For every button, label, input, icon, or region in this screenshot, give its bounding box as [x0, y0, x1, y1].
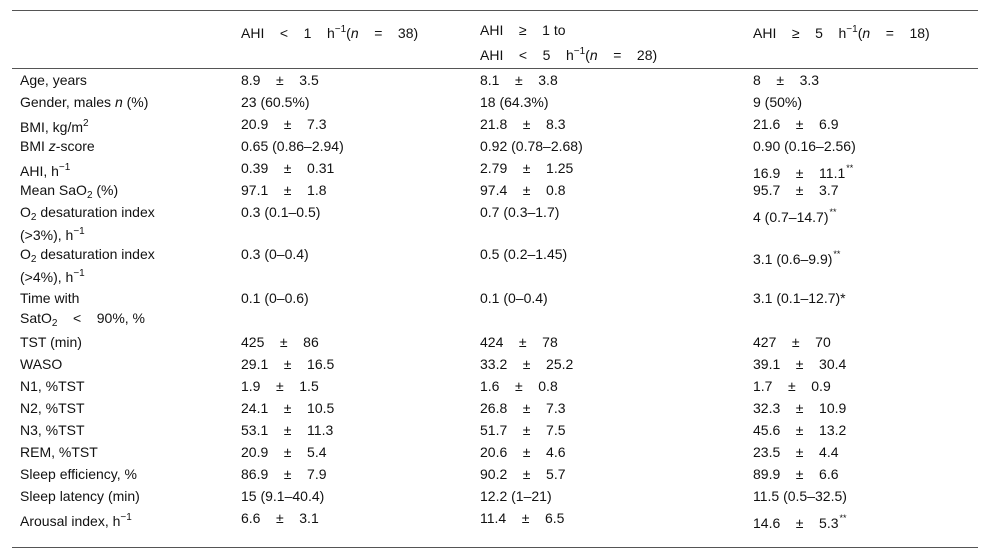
cell-ahi-1to5: 2.79 ± 1.25	[480, 160, 574, 176]
cell-ahi-ge5: 11.5 (0.5–32.5)	[753, 488, 847, 504]
cell-ahi-ge5: 4 (0.7–14.7)**	[753, 207, 837, 225]
table-row	[12, 397, 978, 419]
table-row	[12, 353, 978, 375]
table-row	[12, 91, 978, 113]
row-label: BMI z-score	[20, 138, 95, 154]
row-label: Sleep latency (min)	[20, 488, 140, 504]
cell-ahi-lt1: 15 (9.1–40.4)	[241, 488, 325, 504]
cell-ahi-1to5: 0.92 (0.78–2.68)	[480, 138, 583, 154]
cell-ahi-1to5: 424 ± 78	[480, 334, 558, 350]
cell-ahi-lt1: 0.65 (0.86–2.94)	[241, 138, 344, 154]
table-row	[12, 287, 978, 331]
table-row	[12, 69, 978, 91]
row-label: Arousal index, $h^{-1}$	[20, 512, 132, 529]
row-label: N3, %TST	[20, 422, 85, 438]
cell-ahi-lt1: 24.1 ± 10.5	[241, 400, 335, 416]
significance-marker: **	[829, 207, 837, 217]
cell-ahi-ge5: 0.90 (0.16–2.56)	[753, 138, 856, 154]
table-row	[12, 113, 978, 135]
cell-ahi-1to5: 51.7 ± 7.5	[480, 422, 566, 438]
header-col-ahi-1to5-line1: AHI ≥ 1 to	[480, 22, 566, 38]
row-label: Gender, males n (%)	[20, 94, 149, 110]
table-row	[12, 179, 978, 201]
header-col-ahi-1to5-line2: AHI < 5 $h^{-1}(n$ = 28)	[480, 46, 658, 63]
cell-ahi-1to5: 11.4 ± 6.5	[480, 510, 565, 526]
cell-ahi-lt1: 425 ± 86	[241, 334, 319, 350]
table-row	[12, 157, 978, 179]
table-row	[12, 507, 978, 529]
row-label-line2: SatO$_2$ < 90%, %	[20, 310, 146, 329]
row-label-line2: (>4%), $h^{-1}$	[20, 268, 85, 285]
table-row	[12, 419, 978, 441]
cell-ahi-1to5: 0.7 (0.3–1.7)	[480, 204, 560, 220]
cell-ahi-lt1: 29.1 ± 16.5	[241, 356, 335, 372]
cell-ahi-1to5: 26.8 ± 7.3	[480, 400, 566, 416]
bottom-rule	[12, 547, 978, 548]
table-row	[12, 135, 978, 157]
row-label: AHI, $h^{-1}$	[20, 162, 71, 179]
row-label: REM, %TST	[20, 444, 98, 460]
row-label: Time with	[20, 290, 80, 306]
cell-ahi-ge5: 16.9 ± 11.1**	[753, 163, 854, 181]
cell-ahi-1to5: 1.6 ± 0.8	[480, 378, 558, 394]
cell-ahi-1to5: 20.6 ± 4.6	[480, 444, 566, 460]
header-col-ahi-ge5: AHI ≥ 5 $h^{-1}(n$ = 18)	[753, 24, 930, 41]
table-row	[12, 375, 978, 397]
row-label: N2, %TST	[20, 400, 85, 416]
row-label: BMI, $kg/m^2$	[20, 118, 89, 135]
cell-ahi-ge5: 39.1 ± 30.4	[753, 356, 847, 372]
significance-marker: **	[839, 513, 847, 523]
table-header	[12, 16, 978, 66]
row-label: Mean SaO$_2$ (%)	[20, 182, 119, 201]
cell-ahi-ge5: 1.7 ± 0.9	[753, 378, 831, 394]
cell-ahi-1to5: 33.2 ± 25.2	[480, 356, 574, 372]
cell-ahi-lt1: 1.9 ± 1.5	[241, 378, 319, 394]
cell-ahi-ge5: 32.3 ± 10.9	[753, 400, 847, 416]
table-row	[12, 331, 978, 353]
table-row	[12, 441, 978, 463]
row-label: $O_2$ desaturation index	[20, 204, 155, 223]
cell-ahi-lt1: 0.3 (0.1–0.5)	[241, 204, 321, 220]
table-row	[12, 485, 978, 507]
row-label: TST (min)	[20, 334, 82, 350]
row-label: WASO	[20, 356, 63, 372]
cell-ahi-ge5: 3.1 (0.1–12.7)*	[753, 290, 846, 306]
cell-ahi-1to5: 21.8 ± 8.3	[480, 116, 566, 132]
cell-ahi-lt1: 23 (60.5%)	[241, 94, 310, 110]
table-row	[12, 463, 978, 485]
table-row	[12, 201, 978, 243]
cell-ahi-1to5: 0.5 (0.2–1.45)	[480, 246, 568, 262]
cell-ahi-lt1: 20.9 ± 7.3	[241, 116, 327, 132]
cell-ahi-1to5: 12.2 (1–21)	[480, 488, 552, 504]
cell-ahi-ge5: 21.6 ± 6.9	[753, 116, 839, 132]
significance-marker: **	[846, 163, 854, 173]
row-label-line2: (>3%), $h^{-1}$	[20, 226, 85, 243]
cell-ahi-lt1: 97.1 ± 1.8	[241, 182, 327, 198]
cell-ahi-ge5: 3.1 (0.6–9.9)**	[753, 249, 841, 267]
significance-marker: **	[833, 249, 841, 259]
cell-ahi-1to5: 90.2 ± 5.7	[480, 466, 566, 482]
row-label: Age, years	[20, 72, 87, 88]
cell-ahi-lt1: 0.1 (0–0.6)	[241, 290, 309, 306]
cell-ahi-lt1: 0.39 ± 0.31	[241, 160, 335, 176]
cell-ahi-ge5: 8 ± 3.3	[753, 72, 820, 88]
cell-ahi-lt1: 20.9 ± 5.4	[241, 444, 327, 460]
cell-ahi-ge5: 14.6 ± 5.3**	[753, 513, 847, 531]
cell-ahi-1to5: 8.1 ± 3.8	[480, 72, 558, 88]
cell-ahi-lt1: 8.9 ± 3.5	[241, 72, 319, 88]
row-label: $O_2$ desaturation index	[20, 246, 155, 265]
header-col-ahi-lt1: AHI < 1 $h^{-1}(n$ = 38)	[241, 24, 419, 41]
cell-ahi-ge5: 45.6 ± 13.2	[753, 422, 847, 438]
cell-ahi-ge5: 427 ± 70	[753, 334, 831, 350]
cell-ahi-lt1: 6.6 ± 3.1	[241, 510, 319, 526]
cell-ahi-lt1: 86.9 ± 7.9	[241, 466, 327, 482]
top-rule	[12, 10, 978, 11]
cell-ahi-lt1: 53.1 ± 11.3	[241, 422, 334, 438]
row-label: N1, %TST	[20, 378, 85, 394]
cell-ahi-1to5: 97.4 ± 0.8	[480, 182, 566, 198]
cell-ahi-1to5: 18 (64.3%)	[480, 94, 549, 110]
cell-ahi-lt1: 0.3 (0–0.4)	[241, 246, 309, 262]
table-row	[12, 243, 978, 287]
cell-ahi-ge5: 95.7 ± 3.7	[753, 182, 839, 198]
cell-ahi-ge5: 89.9 ± 6.6	[753, 466, 839, 482]
cell-ahi-ge5: 9 (50%)	[753, 94, 803, 110]
cell-ahi-1to5: 0.1 (0–0.4)	[480, 290, 548, 306]
cell-ahi-ge5: 23.5 ± 4.4	[753, 444, 839, 460]
row-label: Sleep efficiency, %	[20, 466, 137, 482]
